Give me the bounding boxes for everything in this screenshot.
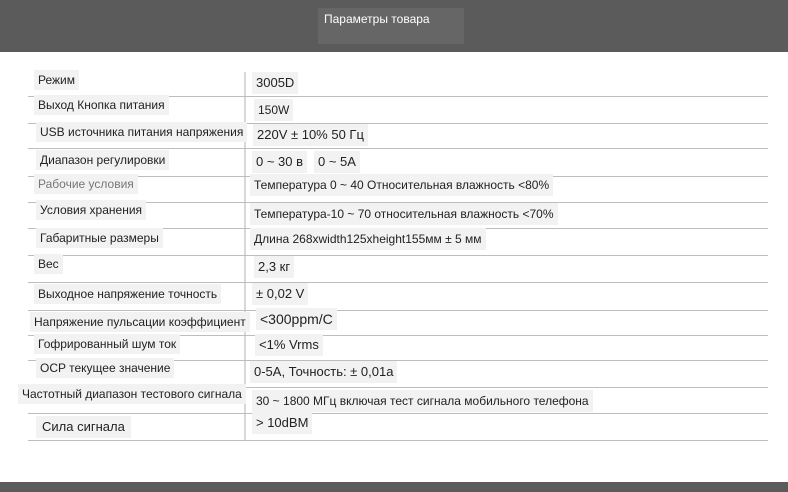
spec-label: Условия хранения (36, 200, 146, 220)
spec-label: Сила сигнала (36, 416, 131, 438)
spec-value: ± 0,02 V (252, 283, 308, 305)
spec-value: 30 ~ 1800 МГц включая тест сигнала мобильного телефона (252, 390, 593, 412)
spec-value: 3005D (252, 72, 298, 94)
header-bar (0, 0, 788, 52)
spec-label: USB источника питания напряжения (36, 122, 247, 142)
spec-value: 150W (254, 99, 293, 121)
spec-value: Длина 268xwidth125xheight155мм ± 5 мм (250, 228, 486, 250)
spec-row (28, 253, 768, 283)
spec-label: Частотный диапазон тестового сигнала (18, 384, 246, 404)
spec-value: <1% Vrms (255, 334, 323, 356)
spec-value: 220V ± 10% 50 Гц (253, 124, 368, 146)
spec-label: Диапазон регулировки (36, 150, 169, 170)
spec-label: Напряжение пульсации коэффициент (30, 312, 250, 332)
spec-label: Выходное напряжение точность (34, 284, 221, 304)
spec-value: 0-5A, Точность: ± 0,01а (250, 361, 397, 383)
spec-row (28, 414, 768, 441)
spec-row (28, 70, 768, 97)
spec-label: Рабочие условия (34, 174, 138, 194)
spec-value: 0 ~ 30 в (252, 151, 307, 173)
spec-value: 2,3 кг (254, 256, 294, 278)
page-title: Параметры товара (318, 8, 464, 44)
spec-label: Гофрированный шум ток (34, 334, 180, 354)
spec-value: > 10dBM (252, 412, 312, 434)
spec-label: Вес (34, 254, 63, 274)
spec-label: Выход Кнопка питания (34, 95, 169, 115)
spec-label: Режим (34, 70, 79, 90)
spec-value: <300ppm/C (256, 308, 337, 330)
spec-value: Температура 0 ~ 40 Относительная влажность <80% (250, 174, 553, 196)
spec-value: Температура-10 ~ 70 относительная влажность <70% (250, 203, 558, 225)
spec-label: OCP текущее значение (36, 358, 174, 378)
footer-bar (0, 482, 788, 492)
spec-label: Габаритные размеры (36, 228, 163, 248)
spec-value-secondary: 0 ~ 5A (314, 151, 360, 173)
